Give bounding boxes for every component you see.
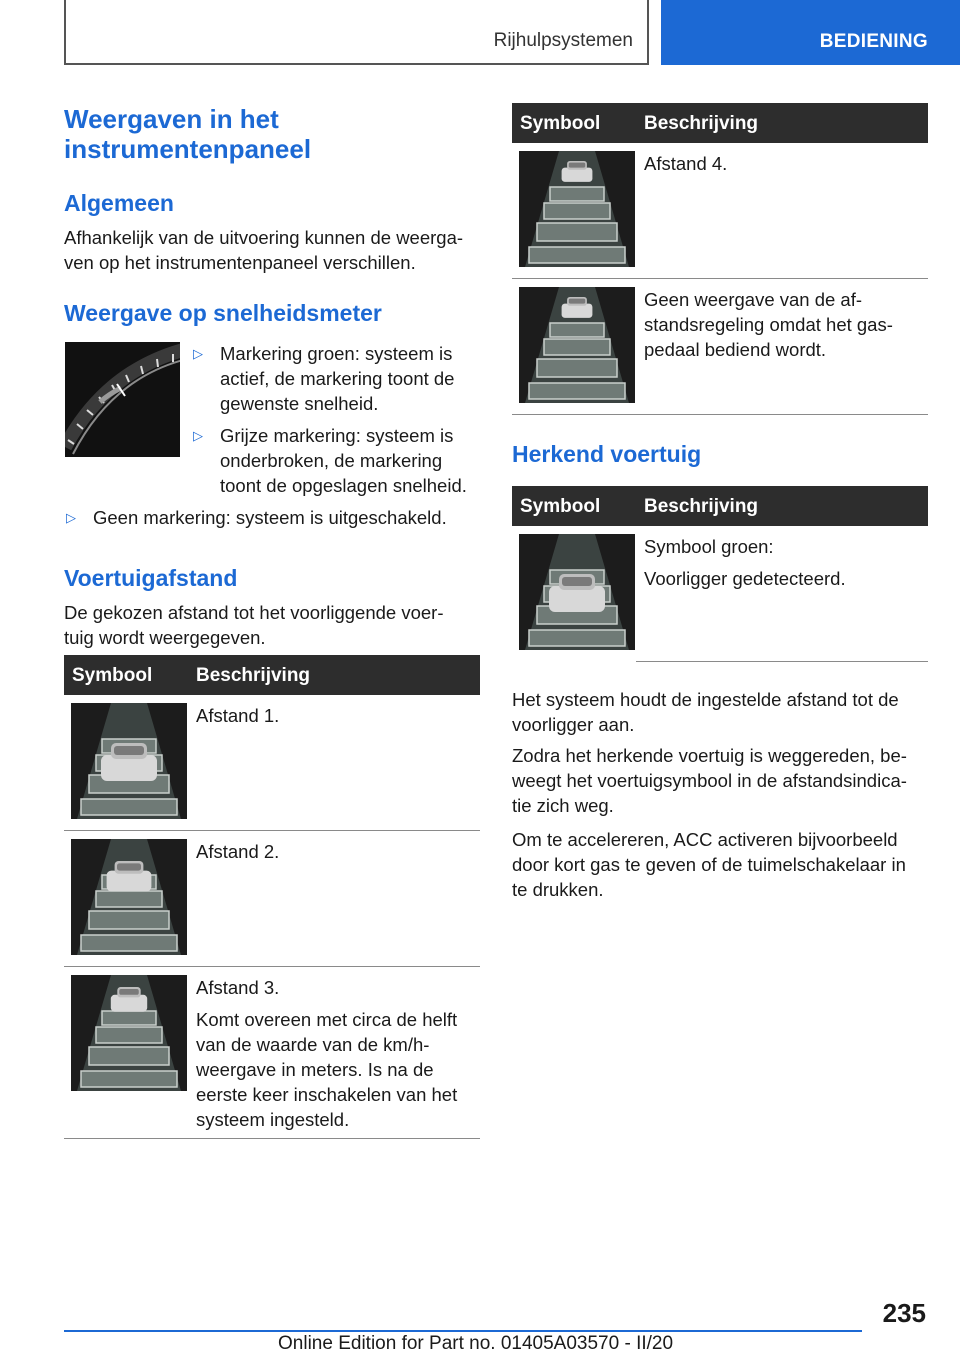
row-description: Afstand 1.: [196, 705, 280, 726]
bullet2-line1: Grijze markering: systeem is: [220, 425, 454, 446]
row-description-line1: Afstand 3.: [196, 977, 280, 998]
table-row: [64, 831, 480, 967]
edition-text: Online Edition for Part no. 01405A03570 - II/20: [278, 1333, 674, 1354]
paragraph-3-line-2: door kort gas te geven of de tuimelschakelaar in: [512, 854, 906, 875]
table-header: [512, 103, 928, 143]
paragraph-3-line-3: te drukken.: [512, 879, 604, 900]
voertuigafstand-text: [64, 600, 444, 650]
column-header-beschrijving: Beschrijving: [644, 496, 759, 517]
paragraph-1-line-2: voorligger aan.: [512, 714, 635, 735]
distance-4-icon: [519, 151, 635, 267]
row-description: [644, 287, 922, 362]
bullet1-line3: gewenste snelheid.: [220, 393, 379, 414]
header-section-box: [64, 0, 649, 65]
column-header-symbool: Symbool: [520, 496, 601, 517]
triangle-right-icon: ▷: [66, 510, 76, 525]
bullet-grijze-markering: [193, 423, 478, 498]
section-title: Rijhulpsystemen: [493, 30, 633, 51]
distance-table-left: [64, 655, 480, 1139]
distance-2-icon: [71, 839, 187, 955]
column-header-beschrijving: Beschrijving: [196, 665, 311, 686]
table-row: [512, 143, 928, 279]
row-description: Afstand 4.: [644, 153, 728, 174]
column-header-beschrijving: Beschrijving: [644, 113, 759, 134]
bullet-geen-markering: [66, 505, 480, 530]
table-header: [512, 486, 928, 526]
row-description-line2: standsregeling omdat het gas‐: [644, 314, 893, 335]
row-description: Afstand 2.: [196, 841, 280, 862]
voertuigafstand-text-line-2: tuig wordt weergegeven.: [64, 627, 266, 648]
footer-divider: [64, 1330, 862, 1332]
speedometer-icon: [65, 342, 180, 457]
distance-3-icon: [71, 975, 187, 1091]
heading-voertuigafstand: Voertuigafstand: [64, 565, 238, 591]
table-header: [64, 655, 480, 695]
chapter-title: BEDIENING: [819, 31, 928, 52]
bullet2-line3: toont de opgeslagen snelheid.: [220, 475, 467, 496]
page-title-line-1: Weergaven in het: [64, 104, 279, 134]
column-header-symbool: Symbool: [520, 113, 601, 134]
algemeen-text-line-2: ven op het instrumentenpaneel verschillen.: [64, 252, 416, 273]
row-description-line2: Voorligger gedetecteerd.: [644, 568, 846, 589]
paragraph-2-line-1: Zodra het herkende voertuig is weggereden, be‐: [512, 745, 907, 766]
paragraph-2-line-3: tie zich weg.: [512, 795, 614, 816]
bullet3-text: Geen markering: systeem is uitgeschakeld.: [93, 507, 447, 528]
bullet2-line2: onderbroken, de markering: [220, 450, 443, 471]
row-description-line2c: weergave in meters. Is na de: [196, 1059, 434, 1080]
algemeen-text: [64, 225, 463, 275]
triangle-right-icon: ▷: [193, 428, 203, 443]
paragraph-3-line-1: Om te accelereren, ACC activeren bijvoorbeeld: [512, 829, 898, 850]
table-row: [64, 695, 480, 831]
paragraph-2-line-2: weegt het voertuigsymbool in de afstandsindica‐: [512, 770, 907, 791]
row-description-line2b: van de waarde van de km/h-: [196, 1034, 430, 1055]
paragraph-3: [512, 827, 932, 902]
paragraph-1-line-1: Het systeem houdt de ingestelde afstand tot de: [512, 689, 899, 710]
paragraph-1: [512, 687, 932, 737]
heading-algemeen: Algemeen: [64, 190, 174, 216]
recognized-vehicle-table: [512, 486, 928, 662]
row-description-line2e: systeem ingesteld.: [196, 1109, 350, 1130]
heading-herkend-voertuig: Herkend voertuig: [512, 441, 702, 467]
row-description: [196, 975, 474, 1132]
row-description-line3: pedaal bediend wordt.: [644, 339, 827, 360]
page-number: 235: [882, 1298, 926, 1328]
row-description-line1: Symbool groen:: [644, 536, 774, 557]
bullet1-line1: Markering groen: systeem is: [220, 343, 453, 364]
heading-snelheidsmeter: Weergave op snelheidsmeter: [64, 300, 382, 326]
distance-table-right: [512, 103, 928, 415]
bullet1-line2: actief, de markering toont de: [220, 368, 455, 389]
row-description-line1: Geen weergave van de af‐: [644, 289, 863, 310]
table-row: [64, 967, 480, 1139]
row-description-line2a: Komt overeen met circa de helft: [196, 1009, 458, 1030]
paragraph-2: [512, 743, 932, 818]
algemeen-text-line-1: Afhankelijk van de uitvoering kunnen de weerga‐: [64, 227, 464, 248]
row-description: [644, 534, 922, 591]
distance-none-icon: [519, 287, 635, 403]
bullet-markering-groen: [193, 341, 478, 416]
distance-1-icon: [71, 703, 187, 819]
page-title-line-2: instrumentenpaneel: [64, 134, 312, 164]
row-description-line2d: eerste keer inschakelen van het: [196, 1084, 458, 1105]
page-title: [64, 104, 311, 164]
voertuigafstand-text-line-1: De gekozen afstand tot het voorliggende voer‐: [64, 602, 444, 623]
triangle-right-icon: ▷: [193, 346, 203, 361]
column-header-symbool: Symbool: [72, 665, 153, 686]
table-row: [512, 526, 928, 662]
vehicle-detected-icon: [519, 534, 635, 650]
header-chapter-tab: [661, 0, 960, 65]
table-row: [512, 279, 928, 415]
